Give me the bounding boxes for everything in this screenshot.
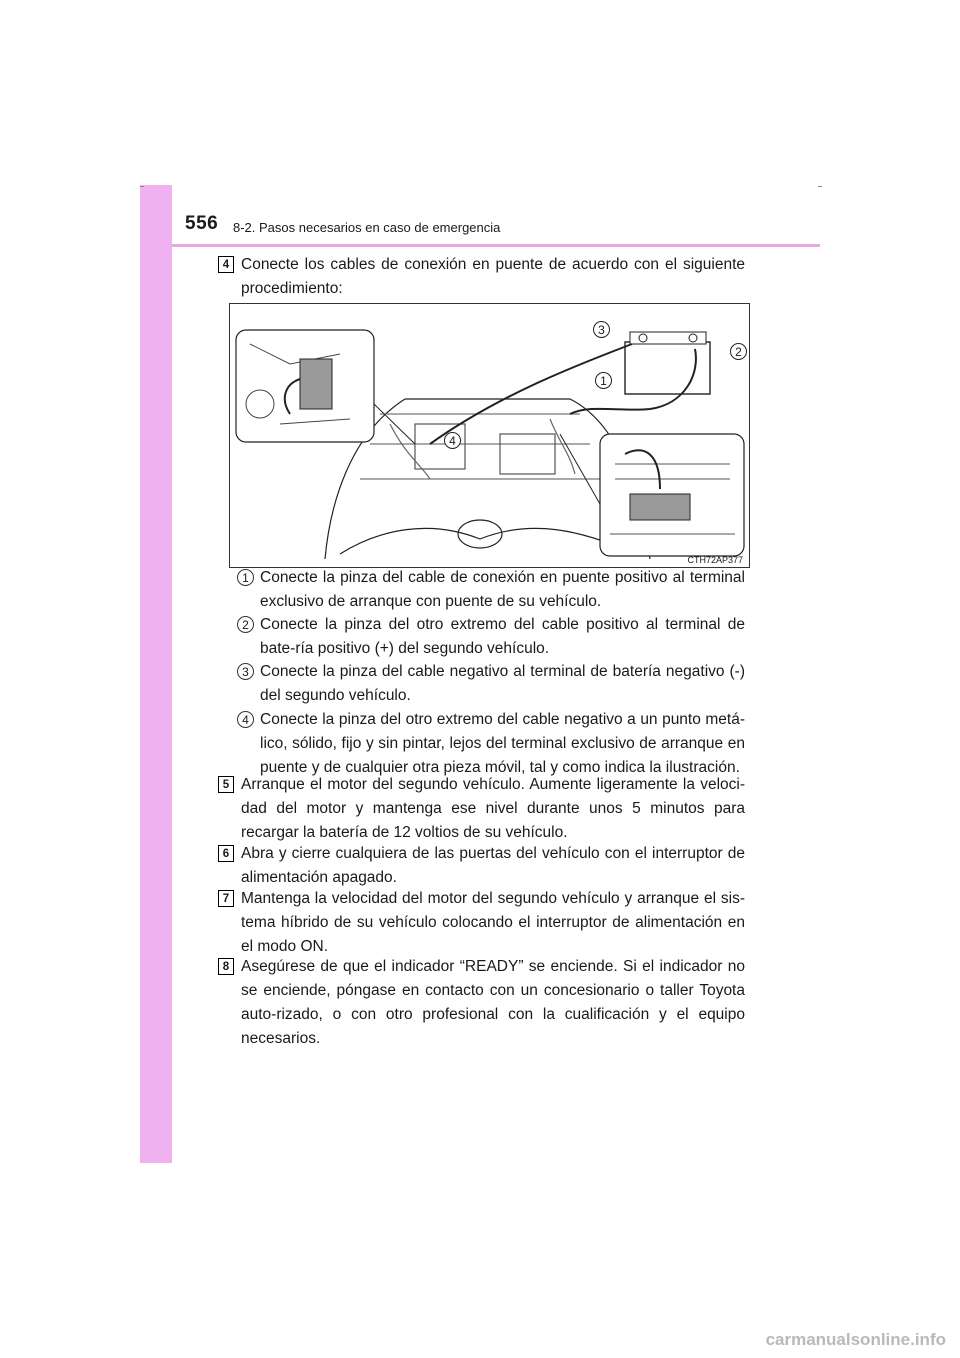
substep-number: 1 xyxy=(237,569,254,586)
step-text: Conecte los cables de conexión en puente de acuerdo con el siguiente procedimiento: xyxy=(241,256,745,297)
callout-4: 4 xyxy=(444,432,461,449)
substep-text: Conecte la pinza del otro extremo del cable positivo al terminal de bate-ría positivo (+) del segundo vehículo. xyxy=(260,616,745,657)
step-number: 7 xyxy=(218,890,234,907)
callout-2: 2 xyxy=(730,343,747,360)
section-title: 8-2. Pasos necesarios en caso de emergencia xyxy=(233,220,501,235)
callout-3: 3 xyxy=(593,321,610,338)
figure-code: CTH72AP377 xyxy=(687,555,743,565)
step-text: Mantenga la velocidad del motor del segundo vehículo y arranque el sis-tema híbrido de su vehículo colocando el interruptor de alimentación en el modo ON. xyxy=(241,890,745,955)
substep-number: 4 xyxy=(237,711,254,728)
step-number: 8 xyxy=(218,958,234,975)
substep-text: Conecte la pinza del cable de conexión en puente positivo al terminal exclusivo de arranque con puente de su vehículo. xyxy=(260,569,745,610)
engine-bay-drawing xyxy=(230,304,749,567)
step-text: Abra y cierre cualquiera de las puertas del vehículo con el interruptor de alimentación apagado. xyxy=(241,845,745,886)
header-rule xyxy=(172,244,820,247)
step-number: 6 xyxy=(218,845,234,862)
substep-text: Conecte la pinza del cable negativo al terminal de batería negativo (-) del segundo vehículo. xyxy=(260,663,745,704)
substep-number: 2 xyxy=(237,616,254,633)
callout-1: 1 xyxy=(595,372,612,389)
step-number: 4 xyxy=(218,256,234,273)
chapter-sidebar-tab xyxy=(140,185,172,1163)
step-text: Asegúrese de que el indicador “READY” se enciende. Si el indicador no se enciende, póngase en contacto con un concesionario o taller Toyota auto-rizado, o con otro profesional con la cualificación y el equipo necesarios. xyxy=(241,958,745,1047)
substep-number: 3 xyxy=(237,663,254,680)
page-number: 556 xyxy=(185,213,219,234)
jump-start-illustration xyxy=(229,303,750,568)
substep-text: Conecte la pinza del otro extremo del cable negativo a un punto metá-lico, sólido, fijo y sin pintar, lejos del terminal exclusivo de arranque en puente y de cualquier otra pieza móvil, tal y como indica la ilustración. xyxy=(260,711,745,776)
corner-mark xyxy=(140,186,144,187)
step-text: Arranque el motor del segundo vehículo. Aumente ligeramente la veloci-dad del motor y mantenga ese nivel durante unos 5 minutos para recargar la batería de 12 voltios de su vehículo. xyxy=(241,776,745,841)
watermark-site: carmanualsonline.info xyxy=(765,1330,946,1349)
step-number: 5 xyxy=(218,776,234,793)
corner-mark xyxy=(818,186,822,187)
